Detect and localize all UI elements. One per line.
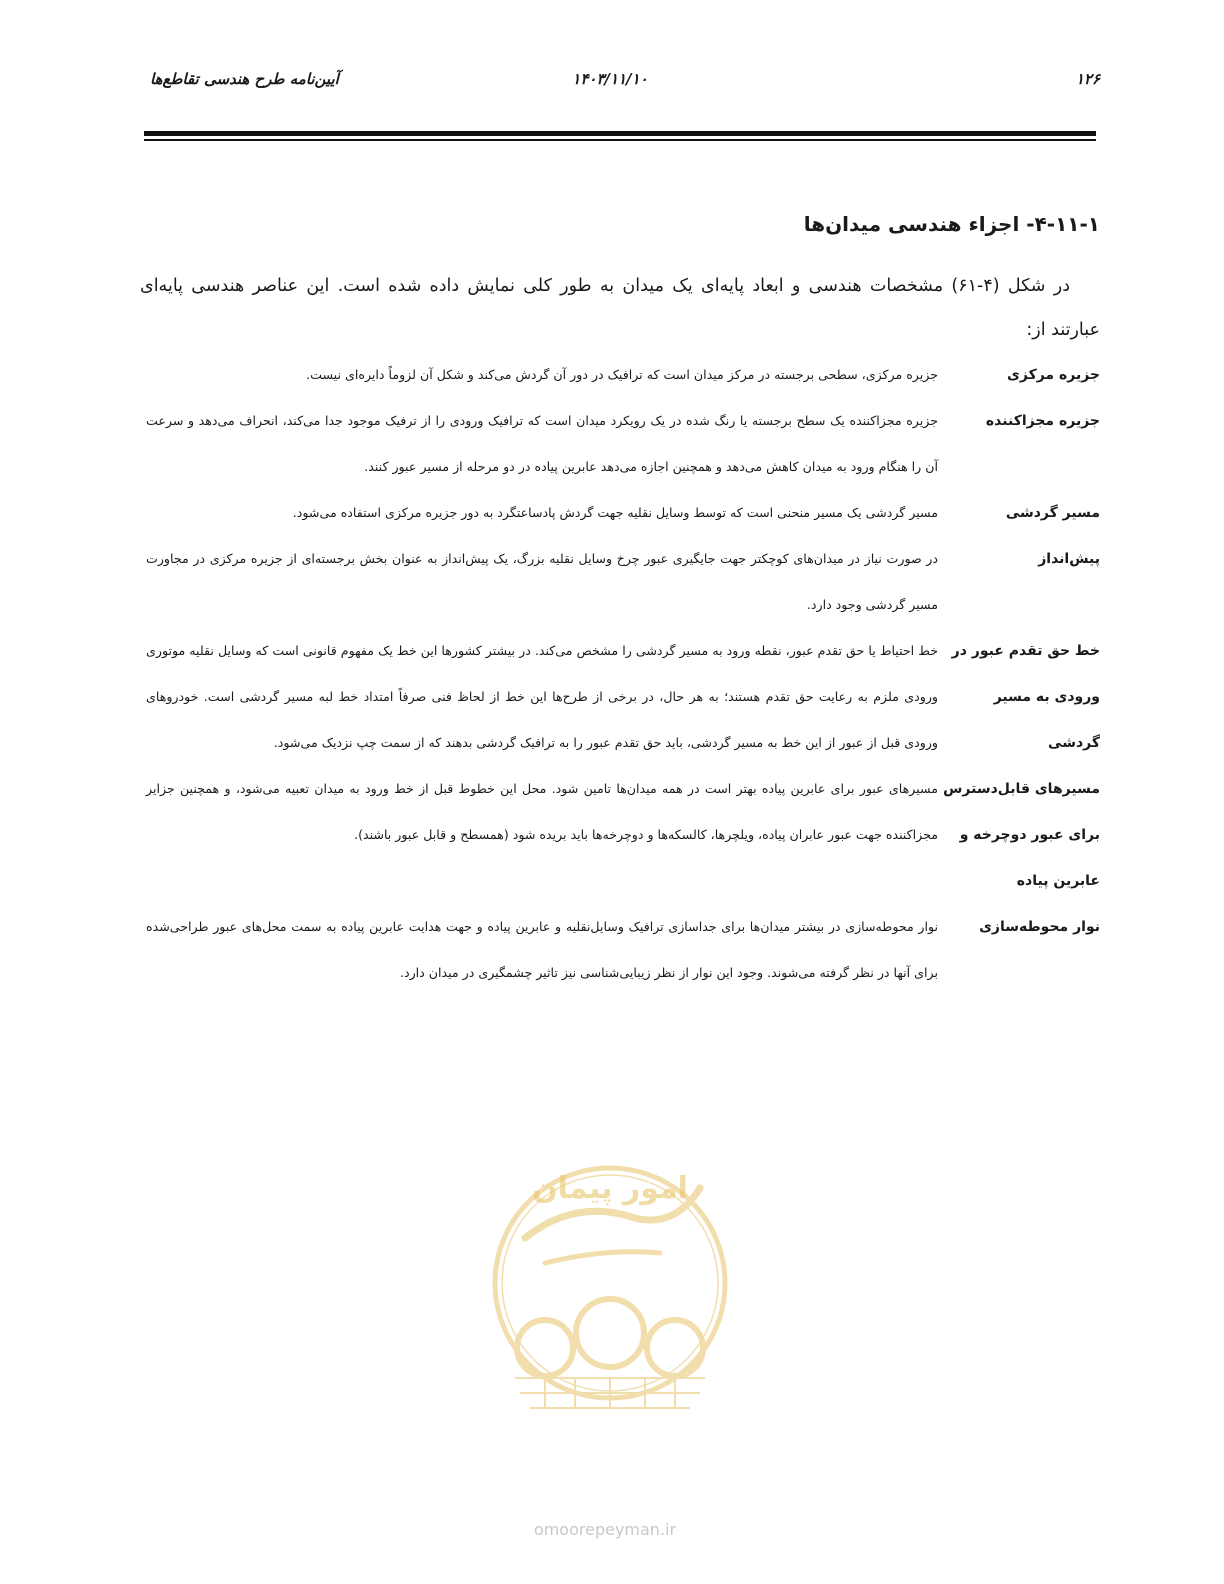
definition-text: خط احتیاط یا حق تقدم عبور، نقطه ورود به مسیر گردشی را مشخص می‌کند. در بیشتر کشورها این خط یک مفهوم قانونی است که وسایل نقلیه موتوری ورودی ملزم به رعایت حق تقدم هستند؛ به هر حال، در برخی از طرح‌ها این خط از لحاظ فنی صرفاً امتداد خط لبه مسیر گردشی است. خودروهای ورودی قبل از عبور از این خط به مسیر گردشی، باید حق تقدم عبور را به ترافیک گردشی بدهند که از سمت چپ نزدیک می‌شود. [146,643,938,750]
definition-item [140,628,1100,766]
running-header-title: آیین‌نامه طرح هندسی تقاطع‌ها [150,70,339,88]
intro-text: در شکل (۴-۶۱) مشخصات هندسی و ابعاد پایه‌ای یک میدان به طور کلی نمایش داده شده است. این عناصر هندسی پایه‌ای عبارتند از: [140,276,1100,340]
definition-item [140,904,1100,996]
watermark-url: omoorepeyman.ir [533,1520,677,1539]
definition-term: جزیره مجزاکننده [985,413,1100,429]
definition-text: مسیر گردشی یک مسیر منحنی است که توسط وسایل نقلیه جهت گردش پادساعتگرد به دور جزیره مرکزی استفاده می‌شود. [292,505,938,520]
page-number: ۱۲۶ [1075,70,1100,88]
definition-term: خط حق تقدم عبور در ورودی به مسیر گردشی [951,643,1100,751]
section-heading: ۴-۱۱-۱- اجزاء هندسی میدان‌ها [803,212,1100,236]
definition-text: مسیرهای عبور برای عابرین پیاده بهتر است در همه میدان‌ها تامین شود. محل این خطوط قبل از خط ورود به میدان تعبیه می‌شود، و همچنین جزایر مجزاکننده جهت عبور عابران پیاده، ویلچرها، کالسکه‌ها و دوچرخه‌ها باید بریده شود (همسطح و قابل عبور باشند). [146,781,938,842]
definition-list [140,352,1100,996]
watermark-logo [485,1078,735,1478]
definition-term: مسیر گردشی [1005,505,1100,521]
header-rule-thin [144,139,1096,141]
definition-item [140,490,1100,536]
header-rule-thick [144,131,1096,136]
definition-item [140,536,1100,628]
definition-item [140,352,1100,398]
definition-item [140,398,1100,490]
definition-text: جزیره مجزاکننده یک سطح برجسته یا رنگ شده در یک رویکرد میدان است که ترافیک ورودی را از ترفیک موجود جدا می‌کند، انحراف می‌دهد و سرعت آن را هنگام ورود به میدان کاهش می‌دهد و همچنین اجازه می‌دهد عابرین پیاده در دو مرحله از مسیر عبور کنند. [146,413,938,474]
definition-term: پیش‌انداز [1038,551,1100,567]
definition-text: جزیره مرکزی، سطحی برجسته در مرکز میدان است که ترافیک در دور آن گردش می‌کند و شکل آن لزوماً دایره‌ای نیست. [306,367,938,382]
intro-paragraph [140,264,1100,352]
definition-term: جزیره مرکزی [1007,367,1100,383]
running-header-date: ۱۴۰۳/۱۱/۱۰ [572,70,648,88]
definition-term: مسیرهای قابل‌دسترس برای عبور دوچرخه و عابرین پیاده [943,781,1100,889]
definition-item [140,766,1100,904]
definition-term: نوار محوطه‌سازی [979,919,1100,935]
definition-text: نوار محوطه‌سازی در بیشتر میدان‌ها برای جداسازی ترافیک وسایل‌نقلیه و عابرین پیاده و جهت هدایت عابرین پیاده به سمت محل‌های عبور طراحی‌شده برای آنها در نظر گرفته می‌شوند. وجود این نوار از نظر زیبایی‌شناسی نیز تاثیر چشمگیری در میدان دارد. [146,919,938,980]
definition-text: در صورت نیاز در میدان‌های کوچکتر جهت جایگیری عبور چرخ وسایل نقلیه بزرگ، یک پیش‌انداز به عنوان بخش برجسته‌ای از جزیره مرکزی در مجاورت مسیر گردشی وجود دارد. [146,551,938,612]
watermark-logo-text: امور پیمان [532,1171,688,1206]
